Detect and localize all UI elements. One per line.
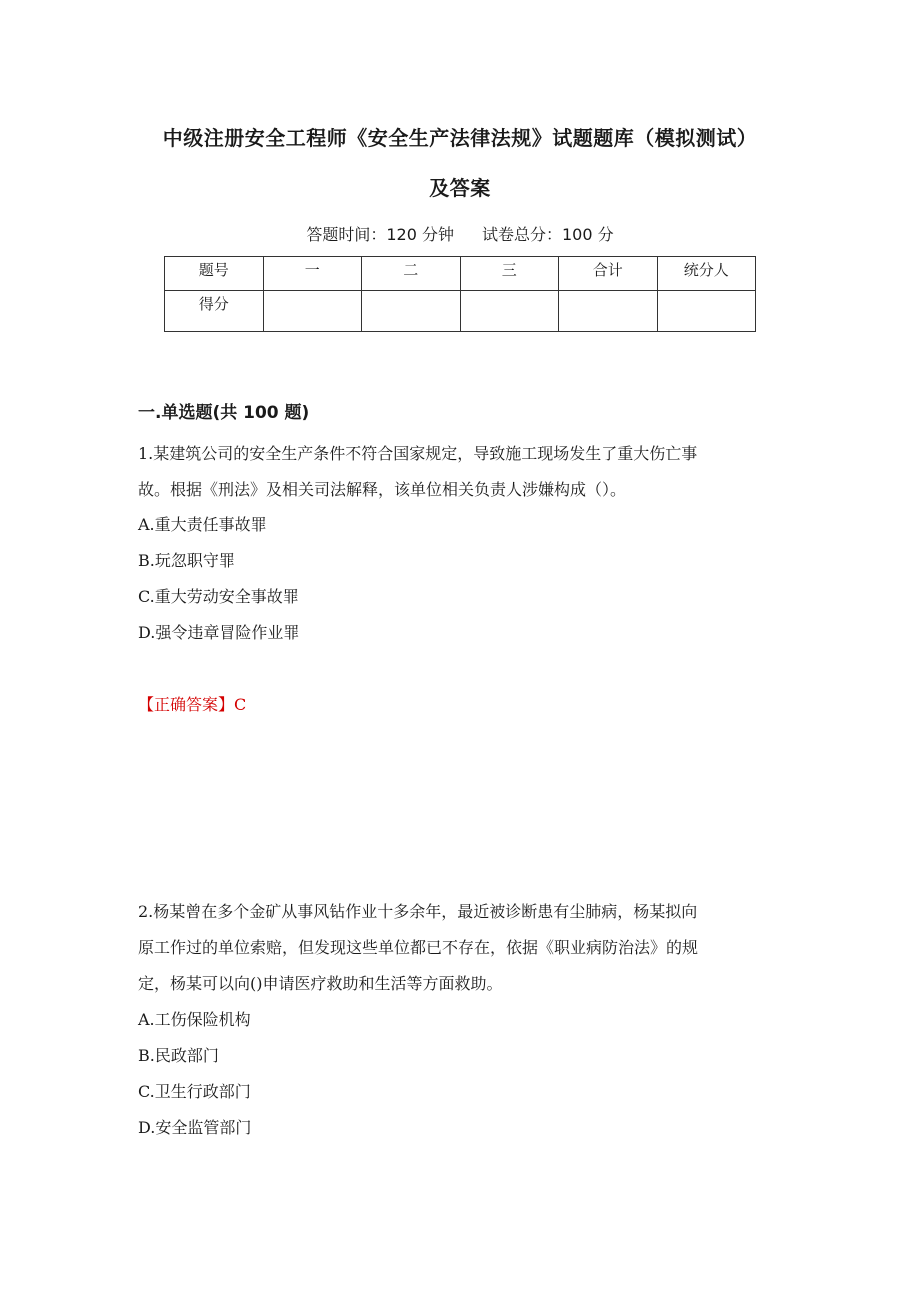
question-2-option-a: A.工伤保险机构 xyxy=(138,1010,251,1029)
document-title: 中级注册安全工程师《安全生产法律法规》试题题库（模拟测试） xyxy=(162,126,758,150)
score-table-header-cell: 统分人 xyxy=(657,257,756,291)
exam-time: 答题时间：120 分钟 xyxy=(306,225,454,244)
score-cell xyxy=(657,291,756,332)
score-table-header-cell: 合计 xyxy=(559,257,658,291)
score-cell xyxy=(362,291,461,332)
score-cell xyxy=(263,291,362,332)
score-table xyxy=(164,256,756,332)
score-table-header-cell: 三 xyxy=(460,257,559,291)
question-2-option-d: D.安全监管部门 xyxy=(138,1118,252,1137)
question-2-option-b: B.民政部门 xyxy=(138,1046,219,1065)
question-text-line: 原工作过的单位索赔，但发现这些单位都已不存在，依据《职业病防治法》的规 xyxy=(138,938,699,957)
score-cell xyxy=(460,291,559,332)
question-1-text xyxy=(138,436,786,508)
question-1-option-c: C.重大劳动安全事故罪 xyxy=(138,587,299,606)
score-table-score-row xyxy=(165,291,756,332)
exam-meta xyxy=(0,222,920,245)
score-table-header-cell: 一 xyxy=(263,257,362,291)
score-table-header-cell: 题号 xyxy=(165,257,264,291)
score-cell xyxy=(559,291,658,332)
score-row-label: 得分 xyxy=(165,291,264,332)
score-table-header-row xyxy=(165,257,756,291)
question-1-answer: 【正确答案】C xyxy=(138,695,247,714)
question-text-line: 故。根据《刑法》及相关司法解释，该单位相关负责人涉嫌构成（）。 xyxy=(138,480,627,499)
question-2-text xyxy=(138,894,786,1002)
score-table-header-cell: 二 xyxy=(362,257,461,291)
question-text-line: 定，杨某可以向()申请医疗救助和生活等方面救助。 xyxy=(138,974,503,993)
exam-total-score: 试卷总分：100 分 xyxy=(482,225,614,244)
question-1-option-d: D.强令违章冒险作业罪 xyxy=(138,623,300,642)
document-title-continued: 及答案 xyxy=(429,176,491,200)
section-heading: 一.单选题(共 100 题) xyxy=(138,403,310,423)
question-2-option-c: C.卫生行政部门 xyxy=(138,1082,251,1101)
question-text-line: 2.杨某曾在多个金矿从事风钻作业十多余年，最近被诊断患有尘肺病，杨某拟向 xyxy=(138,902,698,921)
question-1-option-a: A.重大责任事故罪 xyxy=(138,515,267,534)
question-text-line: 1.某建筑公司的安全生产条件不符合国家规定，导致施工现场发生了重大伤亡事 xyxy=(138,444,698,463)
question-1-option-b: B.玩忽职守罪 xyxy=(138,551,235,570)
